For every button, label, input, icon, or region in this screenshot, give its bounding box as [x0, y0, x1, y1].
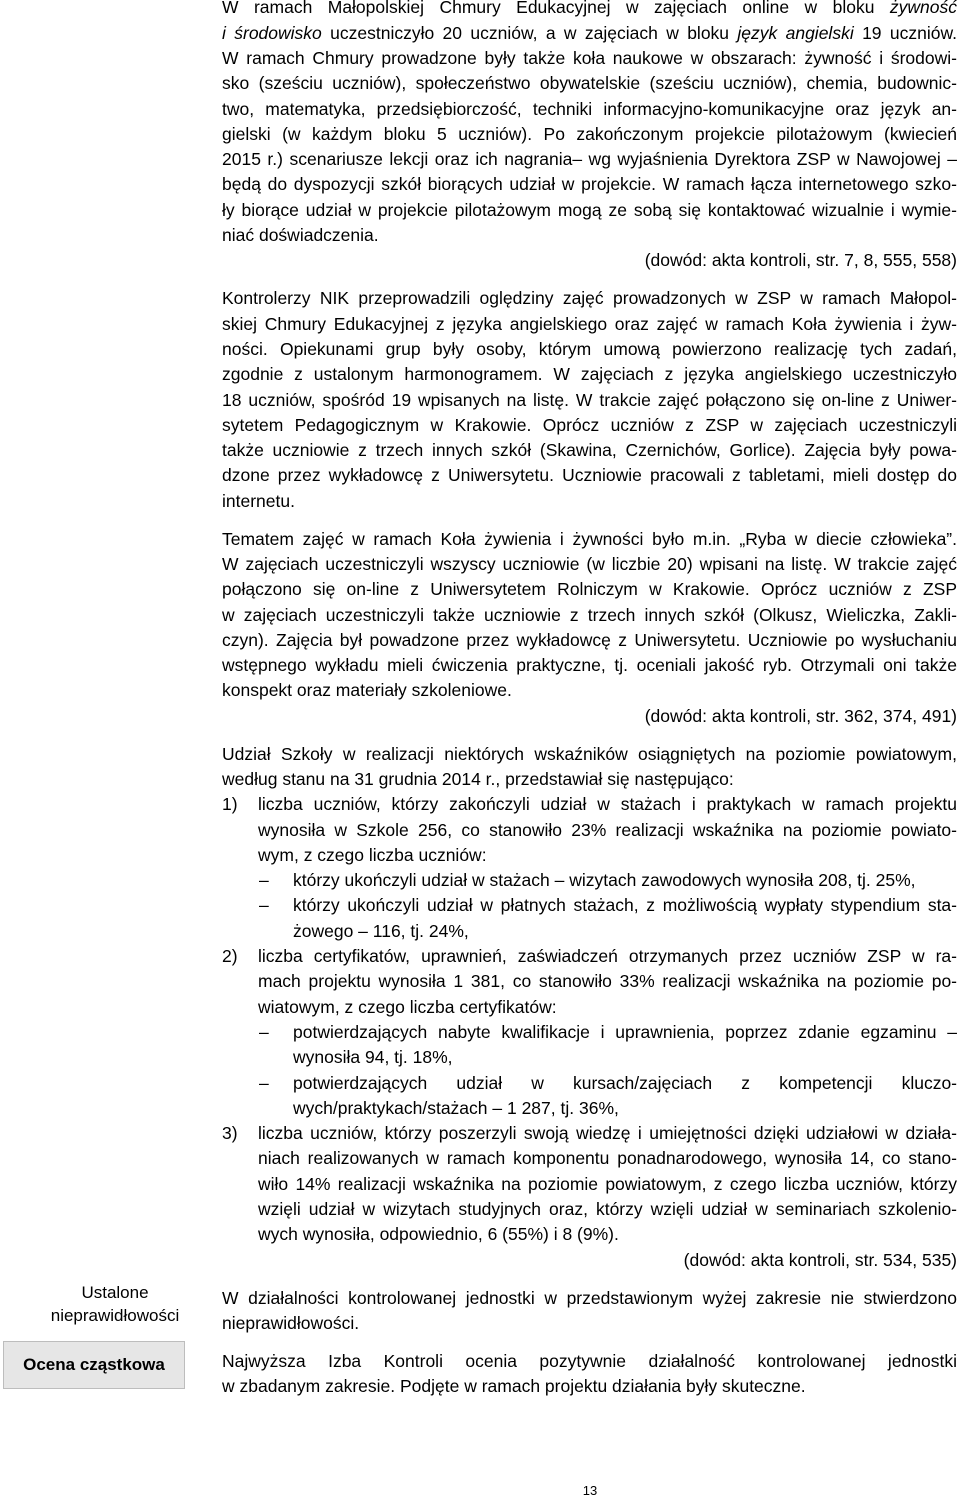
- text-line: którzy ukończyli udział w płatnych stażach, z możliwością wypłaty stypendium sta-: [293, 895, 957, 916]
- text-line: W działalności kontrolowanej jednostki w przedstawionym wyżej zakresie nie stwierdzono: [222, 1287, 957, 1308]
- list-item: [222, 1121, 957, 1247]
- text-line: ły biorące udział w projekcie pilotażowym mogą ze sobą się kontaktować wizualnie i wymie-: [222, 199, 957, 220]
- text-line: Udział Szkoły w realizacji niektórych wskaźników osiągniętych na poziomie powiatowym,: [222, 743, 957, 764]
- text-line: zgodnie z ustalonym harmonogramem. W zajęciach z języka angielskiego uczestniczyło: [222, 364, 957, 385]
- list-item: [222, 944, 957, 1121]
- evidence-reference: (dowód: akta kontroli, str. 7, 8, 555, 558): [644, 250, 957, 271]
- list-marker: 3): [222, 1123, 238, 1144]
- text-line: ności. Opiekunami grup były osoby, którym umową powierzono realizację tych zadań,: [222, 338, 957, 359]
- text-line: two, matematyka, przedsiębiorczość, techniki informacyjno-komunikacyjne oraz język an-: [222, 98, 957, 119]
- italic-term: żywność: [889, 0, 957, 18]
- text-line: żowego – 116, tj. 24%,: [293, 920, 469, 941]
- list-marker: 1): [222, 794, 238, 815]
- sub-list-item: [258, 1020, 957, 1071]
- dash-marker: –: [259, 1021, 269, 1042]
- sub-list-item: [258, 1071, 957, 1122]
- paragraph-findings: [222, 1286, 957, 1337]
- text-line: wiło 14% realizacji wskaźnika na poziomie powiatowym, z czego liczba uczniów, którzy: [258, 1173, 957, 1194]
- text-line: 18 uczniów, spośród 19 wpisanych na listę. W trakcie zajęć połączono się on-line z Uniwer-: [222, 389, 957, 410]
- text-line: w zbadanym zakresie. Podjęte w ramach projektu działania były skuteczne.: [222, 1376, 806, 1397]
- text-segment: 19 uczniów.: [853, 22, 958, 43]
- text-line: W zajęciach uczestniczyli wszyscy uczniowie (w liczbie 20) wpisani na listę. W trakcie zajęć: [222, 553, 957, 574]
- text-line: sytetem Pedagogicznym w Krakowie. Oprócz uczniów z ZSP w zajęciach uczestniczyli: [222, 414, 957, 435]
- text-segment: W ramach Małopolskiej Chmury Edukacyjnej w zajęciach online w bloku: [222, 0, 890, 18]
- text-line: połączono się on-line z Uniwersytetem Rolniczym w Krakowie. Oprócz uczniów z ZSP: [222, 579, 957, 600]
- text-line: [222, 21, 957, 46]
- text-line: według stanu na 31 grudnia 2014 r., przedstawiał się następująco:: [222, 768, 734, 789]
- text-line: niach realizowanych w ramach komponentu ponadnarodowego, wynosiła 14, co stano-: [258, 1148, 957, 1169]
- sub-list-item: [258, 893, 957, 944]
- text-line: Kontrolerzy NIK przeprowadzili oględziny zajęć prowadzonych w ZSP w ramach Małopol-: [222, 288, 957, 309]
- text-line: potwierdzających nabyte kwalifikacje i uprawnienia, poprzez zdanie egzaminu –: [293, 1021, 957, 1042]
- italic-term: i środowisko: [222, 22, 322, 43]
- paragraph-english-class-inspection: [222, 286, 957, 514]
- text-line: wych wynosiła, odpowiednio, 6 (55%) i 8 (9%).: [258, 1224, 619, 1245]
- text-line: wym, z czego liczba uczniów:: [258, 844, 487, 865]
- paragraph-nutrition-class: [222, 527, 957, 729]
- text-line: którzy ukończyli udział w stażach – wizytach zawodowych wynosiła 208, tj. 25%,: [293, 870, 916, 891]
- text-line: dzone przez wykładowcę z Uniwersytetu. Uczniowie pracowali z tabletami, mieli dostęp do: [222, 465, 957, 486]
- italic-term: język angielski: [737, 22, 854, 43]
- assessment-label: Ocena cząstkowa: [23, 1355, 165, 1374]
- text-line: konspekt oraz materiały szkoleniowe.: [222, 680, 512, 701]
- main-text-column: [222, 0, 957, 1412]
- evidence-reference: (dowód: akta kontroli, str. 534, 535): [683, 1249, 957, 1270]
- paragraph-cloud-classes: [222, 0, 957, 274]
- text-line: 2015 r.) scenariusze lekcji oraz ich nagrania– wg wyjaśnienia Dyrektora ZSP w Nawojowej –: [222, 149, 957, 170]
- text-line: W ramach Chmury prowadzone były także koła naukowe w obszarach: żywność i środowi-: [222, 48, 957, 68]
- sub-list-item: [258, 868, 957, 893]
- evidence-reference: (dowód: akta kontroli, str. 362, 374, 491): [644, 705, 957, 726]
- sidebar-label-line: Ustalone: [81, 1283, 149, 1302]
- paragraph-assessment: [222, 1349, 957, 1400]
- dash-marker: –: [259, 870, 269, 891]
- text-line: wiatowym, z czego liczba certyfikatów:: [258, 996, 557, 1017]
- text-line: gielski (w każdym bloku 5 uczniów). Po zakończonym projekcie pilotażowym (kwiecień: [222, 123, 957, 144]
- dash-marker: –: [259, 895, 269, 916]
- text-line: niać doświadczenia.: [222, 225, 379, 246]
- text-line: nieprawidłowości.: [222, 1312, 360, 1333]
- text-line: w zajęciach uczestniczyli także uczniowie z trzech innych szkół (Olkusz, Wieliczka, Zakli-: [222, 604, 957, 625]
- list-item: [222, 792, 957, 944]
- text-line: Tematem zajęć w ramach Koła żywienia i żywności było m.in. „Ryba w diecie człowieka”.: [222, 528, 957, 549]
- text-line: liczba uczniów, którzy zakończyli udział w stażach i praktykach w ramach projektu: [258, 794, 957, 815]
- sidebar-findings-label: [30, 1281, 200, 1327]
- text-line: wynosiła w Szkole 256, co stanowiło 23% realizacji wskaźnika na poziomie powiato-: [258, 819, 957, 840]
- text-line: także uczniowie z trzech innych szkół (Skawina, Czernichów, Gorlice). Zajęcia były powa-: [222, 440, 957, 461]
- text-line: czyn). Zajęcia był powadzone przez wykładowcę z Uniwersytetu. Uczniowie po wysłuchaniu: [222, 629, 957, 650]
- text-line: potwierdzających udział w kursach/zajęciach z kompetencji kluczo-: [293, 1072, 957, 1093]
- text-line: Najwyższa Izba Kontroli ocenia pozytywnie działalność kontrolowanej jednostki: [222, 1350, 957, 1371]
- text-segment: uczestniczyło 20 uczniów, a w zajęciach w bloku: [321, 22, 738, 43]
- list-marker: 2): [222, 946, 238, 967]
- sidebar-label-line: nieprawidłowości: [50, 1306, 180, 1325]
- text-line: skiej Chmury Edukacyjnej z języka angielskiego oraz zajęć w ramach Koła żywienia i żyw-: [222, 313, 957, 334]
- text-line: liczba uczniów, którzy poszerzyli swoją wiedzę i umiejętności dzięki udziałowi w działa-: [258, 1123, 957, 1144]
- paragraph-indicators: [222, 742, 957, 1273]
- text-line: internetu.: [222, 490, 295, 511]
- text-line: mach projektu wynosiła 1 381, co stanowiło 33% realizacji wskaźnika na poziomie po-: [258, 971, 957, 992]
- page-number: 13: [582, 1483, 598, 1498]
- text-line: liczba certyfikatów, uprawnień, zaświadczeń otrzymanych przez uczniów ZSP w ra-: [258, 946, 957, 967]
- text-line: wynosiła 94, tj. 18%,: [293, 1047, 453, 1068]
- text-line: sko (sześciu uczniów), społeczeństwo obywatelskie (sześciu uczniów), chemia, budownic-: [222, 73, 957, 94]
- text-line: będą do dyspozycji szkół biorących udział w projekcie. W ramach łącza internetowego szko-: [222, 174, 957, 195]
- text-line: wstępnego wykładu mieli ćwiczenia praktyczne, tj. oceniali jakość ryb. Otrzymali oni także: [222, 655, 957, 676]
- text-line: [222, 0, 957, 21]
- assessment-label-box: [3, 1341, 185, 1389]
- text-line: wzięli udział w wizytach studyjnych oraz, którzy wzięli udział w seminariach szkolenio-: [258, 1198, 957, 1219]
- dash-marker: –: [259, 1072, 269, 1093]
- text-line: wych/praktykach/stażach – 1 287, tj. 36%,: [293, 1097, 619, 1118]
